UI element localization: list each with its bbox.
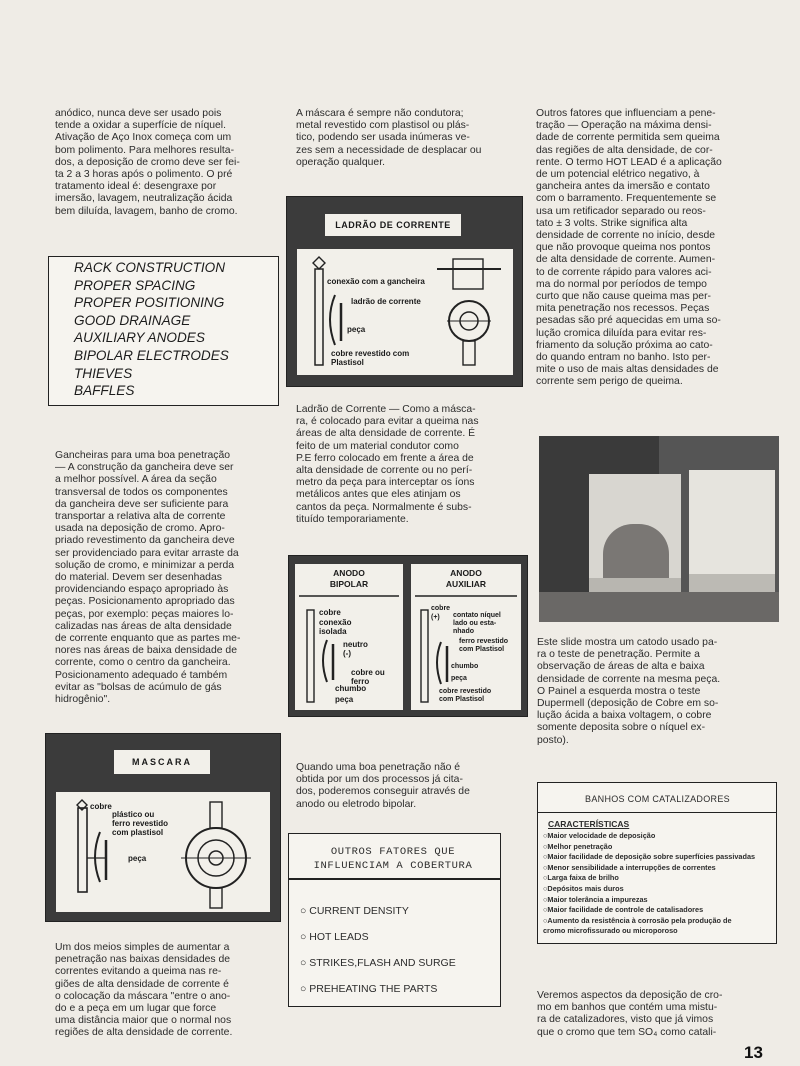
cobertura-heading: OUTROS FATORES QUE INFLUENCIAM A COBERTURA [313,846,473,872]
cobertura-item-text: HOT LEADS [309,931,369,943]
banhos-item-text: Maior tolerância a impurezas [547,894,648,904]
cathode-panel-right [689,470,775,592]
bipolar-label-cobre-ferro: cobre ou ferro [351,668,385,686]
auxiliar-label-peca: peça [451,675,467,682]
bipolar-label-cobre: cobre [319,608,341,617]
col3-paragraph-1: Outros fatores que influenciam a pene- tração — Operação na máxima densi- dade de corrente permitida sem queima das regiões de alta densidade, de cor- rente. O termo HOT LEAD é a aplicação de um potencial elétrico negativo, à gancheira antes da imersão e contato com o barramento. Frequentemente se usa um retificador separado ou reos- tato ± 3 volts. Strike significa alta densidade de corrente no início, desde que não provoque queima nos pontos de alta densidade de corrente. Aumen- to de corrente rápido para valores aci- ma do normal por períodos de tempo curto que não cause queima mas per- mita penetração nos recessos. Peças pesadas são pré aquecidas em uma so- lução cromica diluída para evitar res- friamento da solução próxima ao cato- do quando entram no banho. Isto per- mite o uso de mais altas densidades de corrente sem perigo de queima. [536,108,722,388]
ladrao-label-ladrao: ladrão de corrente [351,297,421,306]
rack-construction-list [74,259,229,400]
rack-item: PROPER SPACING [74,277,196,293]
rack-item: THIEVES [74,365,133,381]
col2-paragraph-2: Ladrão de Corrente — Como a másca- ra, é colocado para evitar a queima nas áreas de alta densidade de corrente. É feito de um material condutor como P.E ferro colocado em frente a área de alta densidade de corrente ou no perí- metro da peça para interceptar os íons metálicos antes que eles atinjam os cantos da peça. Normalmente é subs- tituído temporariamente. [296,404,479,525]
cobertura-item: ○ PREHEATING THE PARTS [300,983,438,995]
mascara-diagram-area [56,792,270,912]
mascara-label-peca: peça [128,854,147,863]
banhos-subtitle: CARACTERÍSTICAS [548,819,630,829]
anodo-bipolar-title: ANODO BIPOLAR [329,568,369,589]
banhos-item: ○Melhor penetração [543,841,613,851]
ladrao-title: LADRÃO DE CORRENTE [325,214,461,236]
mascara-label-plastico: plástico ou ferro revestido com plastisol [112,810,169,837]
rack-item: RACK CONSTRUCTION [74,260,226,275]
mascara-label-cobre: cobre [90,802,112,811]
mascara-diagram-panel [45,733,281,922]
penetration-test-photo [539,436,779,622]
banhos-item-text: Aumento da resistência à corrosão pela produção de cromo microfissurado ou microporoso [543,915,732,936]
banhos-item: ○Aumento da resistência à corrosão pela produção de cromo microfissurado ou microporoso [543,915,732,936]
cobertura-divider [289,878,500,880]
auxiliar-label-cobre-revestido: cobre revestido com Plastisol [439,688,492,703]
anodo-auxiliar-title: ANODO AUXILIAR [445,568,487,589]
ladrao-label-cobre: cobre revestido com Plastisol [331,349,410,367]
col1-paragraph-3: Um dos meios simples de aumentar a penetração nas baixas densidades de correntes evitando a queima nas re- giões de alta densidade de corrente é o colocação da máscara "entre o ano- do e a peça em um lugar que force uma distância maior que o normal nos regiões de alta densidade de corrente. [55,942,233,1039]
col1-paragraph-1: anódico, nunca deve ser usado pois tende a oxidar a superfície de níquel. Ativação de Aço Inox começa com um bom polimento. Para melhores resulta- dos, a deposição de cromo deve ser fei- ta 2 a 3 horas após o polimento. O pré tratamento ideal é: desengraxe por imersão, lavagem, neutralização ácida bem diluída, lavagem, banho de cromo. [55,108,240,217]
banhos-item-text: Maior velocidade de deposição [547,831,656,840]
cobertura-item: ○ HOT LEADS [300,931,369,943]
rack-item: PROPER POSITIONING [74,295,225,311]
banhos-item-text: Larga faixa de brilho [547,873,619,883]
banhos-item: ○Depósitos mais duros [543,883,624,893]
ladrao-corrente-diagram-panel [286,196,523,387]
auxiliar-label-ferro: ferro revestido com Plastisol [459,638,509,653]
bipolar-label-chumbo: chumbo [335,684,367,693]
banhos-list [543,831,771,937]
col2-paragraph-3: Quando uma boa penetração não é obtida por um dos processos já cita- dos, poderemos conseguir através de anodo ou eletrodo bipolar. [296,762,470,810]
ladrao-label-peca: peça [347,325,366,334]
mascara-title: MASCARA [114,750,210,774]
banhos-item-text: Menor sensibilidade a interrupções de correntes [547,862,716,872]
ladrao-diagram-area [297,249,513,375]
bipolar-label-neutro: neutro (-) [343,640,368,658]
cobertura-item-text: CURRENT DENSITY [309,905,409,917]
anodo-auxiliar-area [411,564,521,710]
cobertura-item: ○ STRIKES,FLASH AND SURGE [300,957,456,969]
ladrao-label-conexao: conexão com a gancheira [327,277,425,286]
banhos-item-text: Melhor penetração [547,841,613,851]
banhos-item-text: Depósitos mais duros [547,883,624,893]
banhos-item: ○Maior facilidade de controle de catalisadores [543,905,704,915]
cathode-panel-left [589,474,681,592]
rack-item: BAFFLES [74,383,135,399]
rack-item: AUXILIARY ANODES [74,330,205,346]
banhos-item: ○Maior facilidade de deposição sobre superfícies passivadas [543,852,756,862]
rack-item: GOOD DRAINAGE [74,312,191,328]
cobertura-item-text: STRIKES,FLASH AND SURGE [309,957,456,969]
banhos-item: ○Maior tolerância a impurezas [543,894,648,904]
col1-paragraph-2: Gancheiras para uma boa penetração — A construção da gancheira deve ser a melhor possível. A área da seção transversal de todos os componentes da gancheira deve ser suficiente para transportar a relativa alta de corrente usada na deposição de cromo. Apro- priado revestimento da gancheira deve ser providenciado para evitar arraste da solução de cromo, e minimizar a perda do material. Devem ser desenhadas providenciando espaço apropriado às peças. Posicionamento apropriado das peças, por exemplo: peças maiores lo- calizadas nas áreas de alta densidade de corrente enquanto que as partes me- nores nas áreas de baixa densidade de corrente, como o centro da gancheira. Posicionamento adequado é também evitar as "bolsas de acúmulo de gás hidrogênio". [55,450,241,706]
banhos-title: BANHOS COM CATALIZADORES [585,794,730,804]
banhos-item: ○Larga faixa de brilho [543,873,619,883]
cobertura-item: ○ CURRENT DENSITY [300,905,409,917]
page-number: 13 [744,1043,763,1062]
col3-paragraph-2: Este slide mostra um catodo usado pa- ra o teste de penetração. Permite a observação de áreas de alta e baixa densidade de corrente na mesma peça. O Painel a esquerda mostra o teste Dupermell (deposição de Cobre em so- lução ácida a baixa voltagem, o cobre somente deposita sobre o níquel ex- posto). [537,637,721,746]
banhos-item: ○Menor sensibilidade a interrupções de correntes [543,862,716,872]
anodo-bipolar-area [295,564,403,710]
auxiliar-label-chumbo: chumbo [451,663,479,670]
banhos-item: ○Maior velocidade de deposição [543,831,656,840]
cobertura-list [300,898,456,1002]
banhos-item-text: Maior facilidade de deposição sobre superfícies passivadas [547,852,756,862]
cobertura-item-text: PREHEATING THE PARTS [309,983,438,995]
bipolar-label-conexao: conexão isolada [319,618,352,636]
anodo-diagram-panel [288,555,528,717]
col2-paragraph-1: A máscara é sempre não condutora; metal revestido com plastisol ou plás- tico, podendo ser usada inúmeras ve- zes sem a necessidade de desplacar ou operação qualquer. [296,108,482,168]
banhos-title-divider [538,812,777,813]
auxiliar-label-cobre: cobre (+) [431,605,451,621]
bipolar-label-peca: peça [335,695,354,704]
banhos-item-text: Maior facilidade de controle de catalisadores [547,905,704,915]
rack-item: BIPOLAR ELECTRODES [74,347,229,363]
col3-paragraph-3: Veremos aspectos da deposição de cro- mo em banhos que contém uma mistu- ra de catalizadores, visto que já vimos que o cromo que tem SO₄ como catali- [537,990,723,1038]
auxiliar-label-contato: contato níquel lado ou esta- nhado [453,612,501,635]
